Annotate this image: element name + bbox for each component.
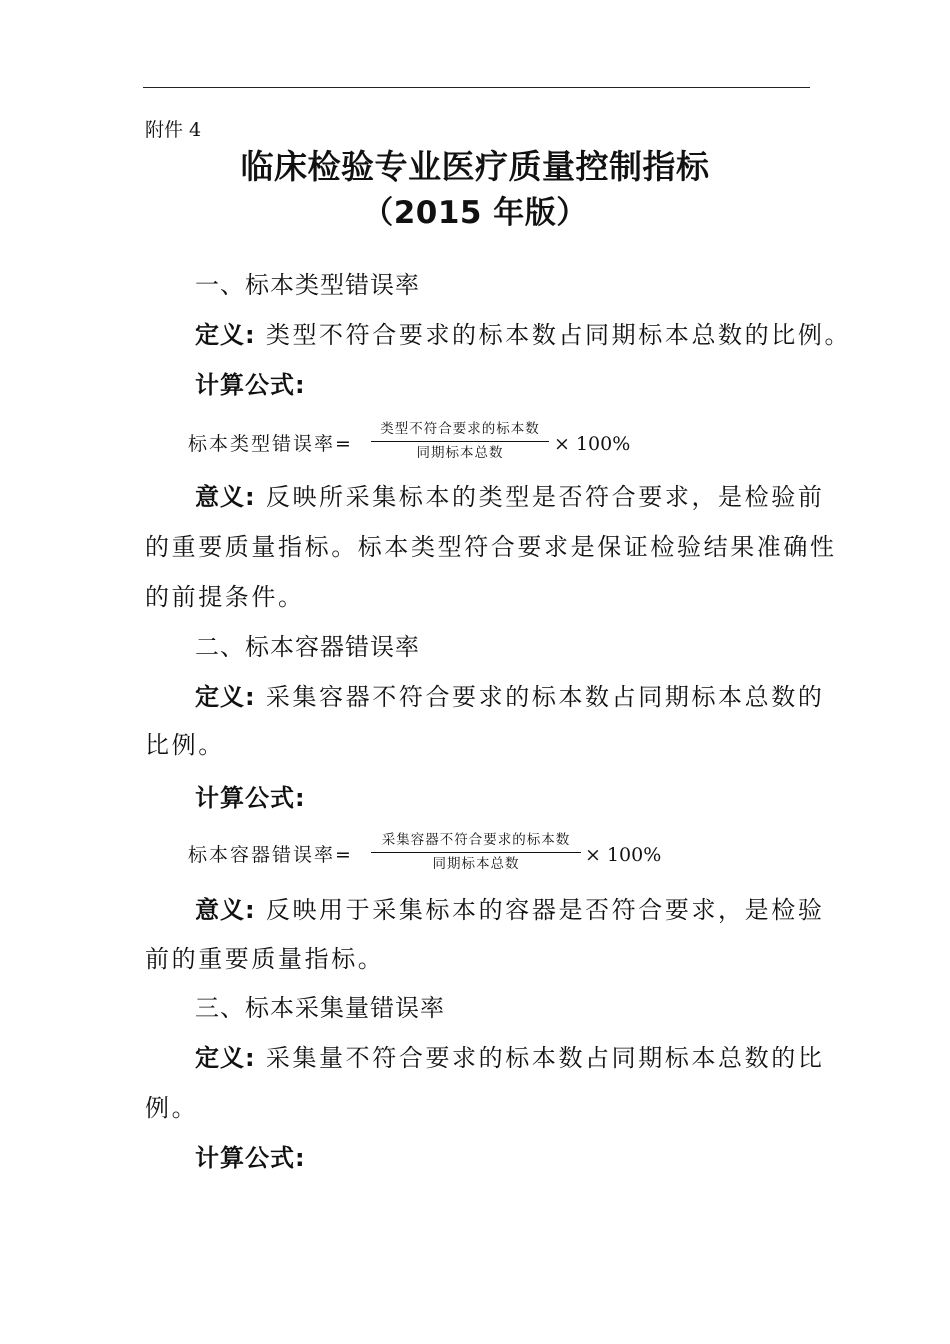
section-3-formula-label: 计算公式: [195, 1144, 306, 1172]
section-1-heading: 一、标本类型错误率 [195, 271, 420, 299]
attachment-label: 附件 4 [145, 119, 202, 141]
header-rule [143, 87, 810, 88]
section-1-formula [188, 420, 648, 468]
section-1-definition [195, 320, 851, 350]
section-3-definition-line-2: 例。 [145, 1094, 199, 1122]
formula-rhs: × 100% [585, 844, 662, 866]
document-title: 临床检验专业医疗质量控制指标 [240, 147, 710, 186]
definition-text: 采集量不符合要求的标本数占同期标本总数的比 [265, 1044, 825, 1072]
meaning-label: 意义: [195, 483, 256, 511]
formula-rhs: × 100% [554, 433, 631, 455]
section-2-formula-label: 计算公式: [195, 784, 306, 812]
section-3-definition-line-1 [195, 1043, 824, 1073]
section-3-heading: 三、标本采集量错误率 [195, 994, 445, 1022]
section-1-meaning-line-1 [195, 482, 824, 512]
section-2-formula [188, 831, 668, 879]
section-2-meaning-line-1 [195, 895, 824, 925]
section-2-definition-line-1 [195, 682, 824, 712]
definition-text: 采集容器不符合要求的标本数占同期标本总数的 [265, 683, 825, 711]
definition-label: 定义: [195, 1044, 256, 1072]
meaning-text: 反映用于采集标本的容器是否符合要求，是检验 [265, 896, 825, 924]
fraction-bar [371, 852, 581, 853]
section-2-meaning-line-2: 前的重要质量指标。 [145, 945, 385, 973]
document-subtitle: （2015 年版） [362, 195, 588, 231]
definition-label: 定义: [195, 683, 256, 711]
section-2-definition-line-2: 比例。 [145, 731, 225, 759]
formula-denominator: 同期标本总数 [416, 445, 504, 461]
formula-lhs: 标本类型错误率= [188, 433, 353, 455]
section-1-meaning-line-3: 的前提条件。 [145, 583, 305, 611]
section-1-formula-label: 计算公式: [195, 371, 306, 399]
formula-numerator: 采集容器不符合要求的标本数 [381, 832, 571, 848]
definition-label: 定义: [195, 321, 256, 349]
fraction-bar [371, 441, 549, 442]
section-2-heading: 二、标本容器错误率 [195, 633, 420, 661]
formula-lhs: 标本容器错误率= [188, 844, 353, 866]
meaning-text: 反映所采集标本的类型是否符合要求，是检验前 [265, 483, 825, 511]
definition-text: 类型不符合要求的标本数占同期标本总数的比例。 [265, 321, 852, 349]
section-1-meaning-line-2: 的重要质量指标。标本类型符合要求是保证检验结果准确性 [145, 533, 837, 561]
meaning-label: 意义: [195, 896, 256, 924]
formula-numerator: 类型不符合要求的标本数 [380, 421, 540, 437]
formula-denominator: 同期标本总数 [432, 856, 520, 872]
